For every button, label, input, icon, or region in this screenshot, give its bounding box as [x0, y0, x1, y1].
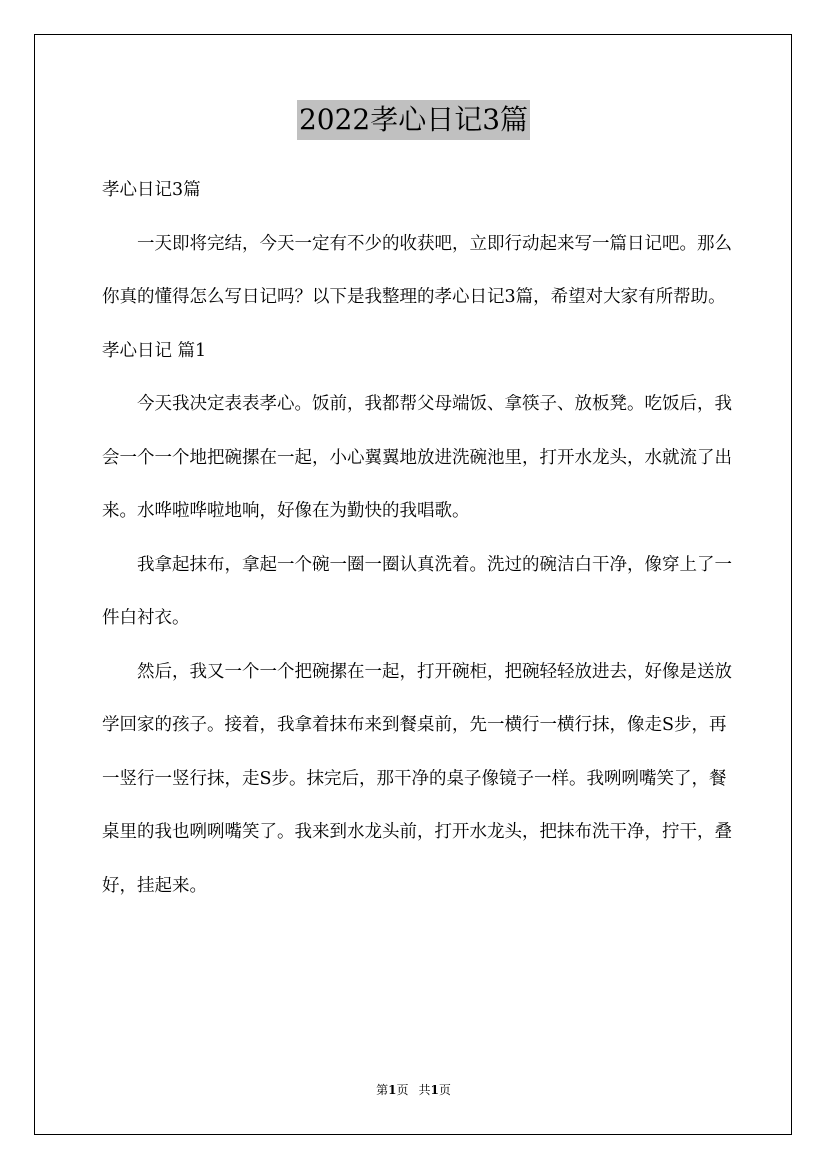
document-title: 2022孝心日记3篇 — [297, 100, 530, 140]
page-number: 1 — [388, 1083, 397, 1097]
paragraph-diary-1-a: 今天我决定表表孝心。饭前，我都帮父母端饭、拿筷子、放板凳。吃饭后，我会一个一个地把碗摞在一起，小心翼翼地放进洗碗池里，打开水龙头，水就流了出来。水哗啦哗啦地响，好像在为勤快的我唱歌。 — [102, 394, 732, 521]
total-prefix: 共 — [418, 1083, 431, 1097]
paragraph-diary-1-b: 我拿起抹布，拿起一个碗一圈一圈认真洗着。洗过的碗洁白干净，像穿上了一件白衬衣。 — [102, 554, 732, 628]
document-body — [102, 164, 742, 913]
paragraph-intro: 一天即将完结，今天一定有不少的收获吧，立即行动起来写一篇日记吧。那么你真的懂得怎么写日记吗？以下是我整理的孝心日记3篇，希望对大家有所帮助。 — [102, 233, 732, 307]
document-title-container — [0, 100, 827, 140]
total-pages: 1 — [430, 1083, 439, 1097]
total-suffix: 页 — [438, 1083, 451, 1097]
section-heading-intro: 孝心日记3篇 — [102, 180, 201, 200]
page-footer — [0, 1082, 827, 1098]
paragraph-diary-1-c: 然后，我又一个一个把碗摞在一起，打开碗柜，把碗轻轻放进去，好像是送放学回家的孩子。接着，我拿着抹布来到餐桌前，先一横行一横行抹，像走S步，再一竖行一竖行抹，走S步。抹完后，那干净的桌子像镜子一样。我咧咧嘴笑了，餐桌里的我也咧咧嘴笑了。我来到水龙头前，打开水龙头，把抹布洗干净，拧干，叠好，挂起来。 — [102, 661, 732, 896]
section-heading-diary-1: 孝心日记 篇1 — [102, 340, 207, 361]
page-prefix: 第 — [376, 1083, 389, 1097]
page-suffix: 页 — [396, 1083, 409, 1097]
